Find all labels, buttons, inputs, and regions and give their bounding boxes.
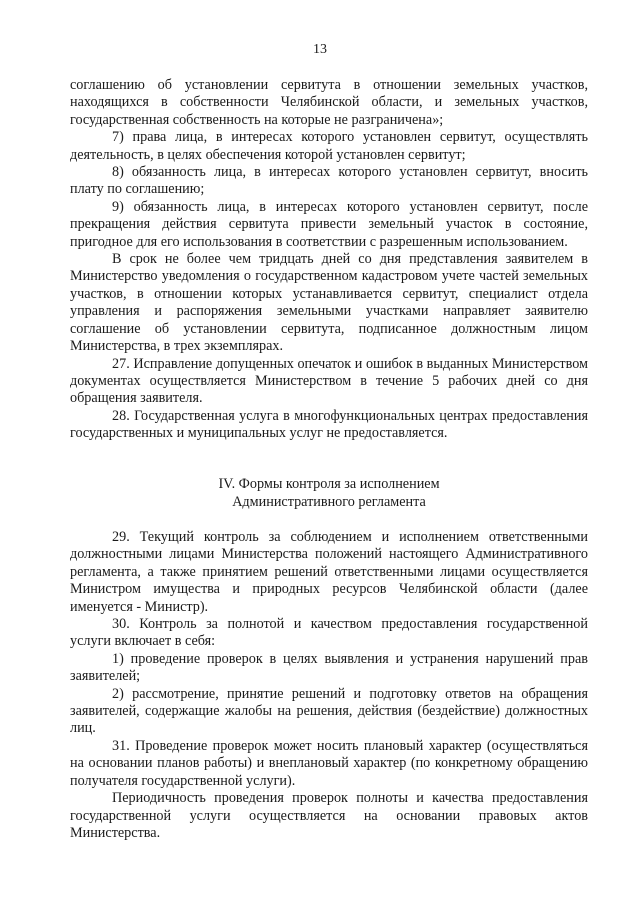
text-block-lower [70,529,588,842]
section-heading-line-1: IV. Формы контроля за исполнением [218,476,440,492]
page-number: 13 [313,42,327,57]
paragraph: В срок не более чем тридцать дней со дня представления заявителем в Министерство уведомления о государственном кадастровом учете частей земельных участков, в отношении которых устанавливается сервитут, специалист отдела управления и распоряжения земельными участками направляет заявителю соглашение об установлении сервитута, подписанное должностным лицом Министерства, в трех экземплярах. [70,251,588,355]
section-heading [70,475,588,511]
paragraph-item-8: 8) обязанность лица, в интересах которого установлен сервитут, вносить плату по соглашению; [70,164,588,198]
paragraph-item-9: 9) обязанность лица, в интересах которого установлен сервитут, после прекращения действия сервитута привести земельный участок в состояние, пригодное для его использования в соответствии с разрешенным использованием. [70,198,588,250]
paragraph-item-7: 7) права лица, в интересах которого установлен сервитут, осуществлять деятельность, в целях обеспечения которой установлен сервитут; [70,129,588,163]
paragraph: соглашению об установлении сервитута в отношении земельных участков, находящихся в собственности Челябинской области, и земельных участков, государственная собственность на которые не разграничена»; [70,77,588,128]
paragraph-item-2: 2) рассмотрение, принятие решений и подготовку ответов на обращения заявителей, содержащие жалобы на решения, действия (бездействие) должностных лиц. [70,685,588,737]
paragraph-clause-28: 28. Государственная услуга в многофункциональных центрах предоставления государственных и муниципальных услуг не предоставляется. [70,407,588,442]
paragraph-item-1: 1) проведение проверок в целях выявления и устранения нарушений прав заявителей; [70,650,588,685]
paragraph-clause-30: 30. Контроль за полнотой и качеством предоставления государственной услуги включает в себя: [70,616,588,650]
paragraph-clause-31: 31. Проведение проверок может носить плановый характер (осуществляться на основании планов работы) и внеплановый характер (по конкретному обращению получателя государственной услуги). [70,737,588,789]
paragraph: Периодичность проведения проверок полноты и качества предоставления государственной услуги осуществляется на основании правовых актов Министерства. [70,790,588,841]
section-heading-line-2: Административного регламента [232,494,426,510]
paragraph-clause-27: 27. Исправление допущенных опечаток и ошибок в выданных Министерством документах осуществляется Министерством в течение 5 рабочих дней со дня обращения заявителя. [70,355,588,407]
text-block-upper [70,77,588,443]
paragraph-clause-29: 29. Текущий контроль за соблюдением и исполнением ответственными должностными лицами Министерства положений настоящего Административного регламента, а также принятием решений ответственными лицами осуществляется Министром имущества и природных ресурсов Челябинской области (далее именуется - Министр). [70,529,588,615]
